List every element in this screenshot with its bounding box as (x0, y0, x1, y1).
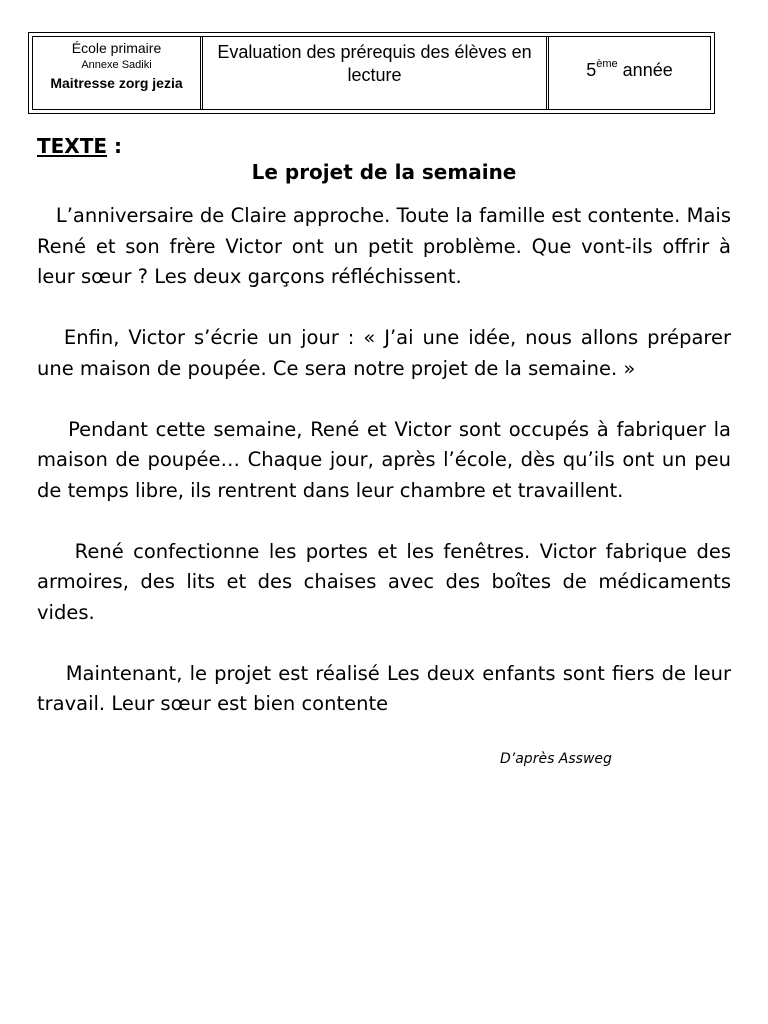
grade-word: année (617, 59, 673, 80)
evaluation-title: Evaluation des prérequis des élèves en lecture (217, 42, 532, 85)
paragraph-5: Maintenant, le projet est réalisé Les deux enfants sont fiers de leur travail. Leur sœur est bien contente (37, 661, 731, 715)
section-label-colon: : (107, 134, 122, 158)
source-attribution: D’après Assweg (500, 751, 612, 767)
header-table (28, 32, 715, 114)
paragraph-2: Enfin, Victor s’écrie un jour : « J’ai une idée, nous allons préparer une maison de poupée. Ce sera notre projet de la semaine. » (37, 326, 731, 380)
section-label (37, 133, 122, 159)
story-text (37, 201, 731, 750)
evaluation-title-cell (203, 37, 549, 109)
school-name: École primaire (71, 40, 162, 56)
section-label-text: TEXTE (37, 134, 108, 158)
school-annex: Annexe Sadiki (81, 59, 152, 71)
paragraph-1: L’anniversaire de Claire approche. Toute la famille est contente. Mais René et son frère Victor ont un petit problème. Que vont-ils offrir à leur sœur ? Les deux garçons réfléchissent. (37, 204, 731, 288)
grade-number: 5 (586, 59, 597, 80)
school-cell (33, 37, 203, 109)
paragraph-3: Pendant cette semaine, René et Victor sont occupés à fabriquer la maison de poupée… Chaque jour, après l’école, dès qu’ils ont un peu de temps libre, ils rentrent dans leur chambre et travaillent. (37, 417, 731, 502)
header-row (32, 36, 711, 110)
grade-level-cell (549, 37, 710, 109)
story-title: Le projet de la semaine (251, 160, 517, 184)
grade-level (586, 57, 673, 81)
teacher-name: Maitresse zorg jezia (50, 75, 183, 91)
grade-suffix: ème (596, 57, 618, 70)
paragraph-4: René confectionne les portes et les fenêtres. Victor fabrique des armoires, des lits et des chaises avec des boîtes de médicaments vides. (37, 539, 731, 624)
